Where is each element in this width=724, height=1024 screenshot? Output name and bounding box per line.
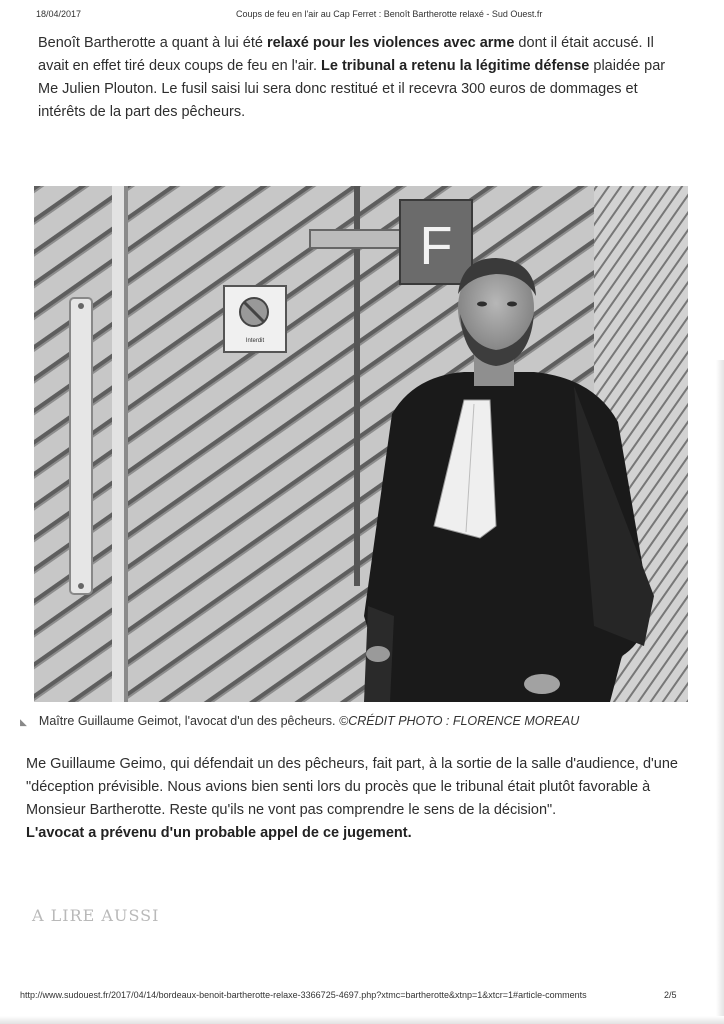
read-also-heading: A LIRE AUSSI [32, 906, 160, 925]
no-phone-sign-text: Interdit [245, 338, 265, 344]
article-photo [34, 186, 688, 702]
paragraph-text: Me Guillaume Geimo, qui défendait un des pêcheurs, fait part, à la sortie de la salle d'audience, d'une "déception prévisible. Nous avions bien senti lors du procès que le tribunal était plutôt favorable à Monsieur Bartherotte. Reste qu'ils ne vont pas comprendre le sens de la décision". [26, 756, 678, 818]
article-paragraph-2 [26, 753, 696, 845]
door-sign-letter: F [419, 216, 453, 276]
page-bottom-shadow [0, 1016, 724, 1024]
paragraph-text: Benoît Bartherotte a quant à lui été [38, 35, 267, 51]
paragraph-bold-text: relaxé pour les violences avec arme [266, 35, 515, 51]
paragraph-bold-text: L'avocat a prévenu d'un probable appel de ce jugement. [26, 825, 412, 841]
photo-caption [20, 714, 700, 728]
paragraph-bold-text: Le tribunal a retenu la légitime défense [321, 58, 590, 74]
photo-credit: ©CRÉDIT PHOTO : FLORENCE MOREAU [338, 714, 580, 728]
footer-page-number: 2/5 [664, 990, 677, 1000]
footer-url: http://www.sudouest.fr/2017/04/14/bordeaux-benoit-bartherotte-relaxe-3366725-4697.php?xtmc=bartherotte&xtnp=1&xtcr=1#article-comments [20, 990, 587, 1000]
paragraph-text: plaidée par Me Julien Plouton. Le fusil saisi lui sera donc restitué et il recevra 300 euros de dommages et intérêts de la part des pêcheurs. [38, 58, 666, 120]
caption-triangle-icon: ◣ [20, 717, 27, 727]
caption-text: Maître Guillaume Geimot, l'avocat d'un des pêcheurs. [38, 714, 339, 728]
header-date: 18/04/2017 [36, 9, 82, 19]
page-edge-shadow [716, 360, 724, 1024]
header-title: Coups de feu en l'air au Cap Ferret : Benoît Bartherotte relaxé - Sud Ouest.fr [236, 9, 543, 19]
paragraph-text: dont il était accusé. Il avait en effet tiré deux coups de feu en l'air. [38, 35, 654, 74]
article-paragraph-1 [38, 32, 688, 124]
